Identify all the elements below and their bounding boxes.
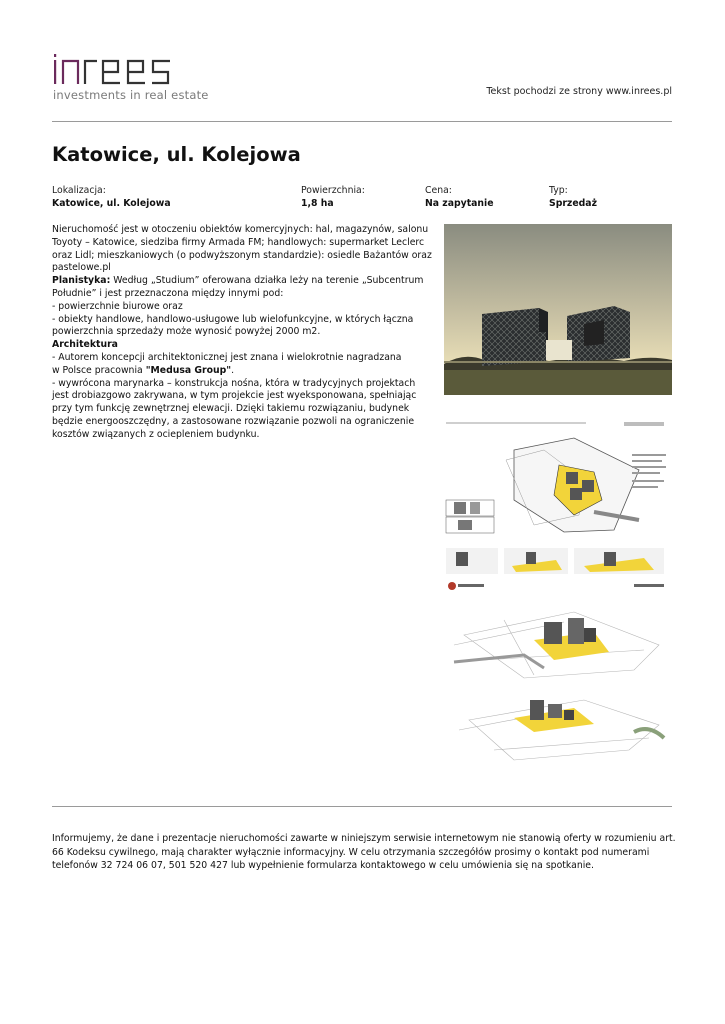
detail-label: Typ: <box>549 185 568 196</box>
architecture-line: - Autorem koncepcji architektonicznej jest znana i wielokrotnie nagradzana <box>52 351 402 363</box>
architecture-line: - wywrócona marynarka – konstrukcja nośna, która w tradycyjnych projektach jest drobiazgowo zakrywana, w tym projekcie jest wyeksponowana, spełniając przy tym funkcję zewnętrznej elewacji. Dzięki takiemu rozwiązaniu, budynek będzie energooszczędny, a zastosowane rozwiązanie pozwoli na ograniczenie kosztów związanych z ociepleniem budynku. <box>52 377 417 440</box>
footer-divider <box>52 806 672 807</box>
detail-value: Na zapytanie <box>425 198 494 209</box>
building-rendering-image <box>444 224 672 395</box>
page-title: Katowice, ul. Kolejowa <box>52 143 301 166</box>
aerial-visualisation-image <box>444 600 672 776</box>
logo-wordmark <box>52 52 182 86</box>
detail-value: Katowice, ul. Kolejowa <box>52 198 171 209</box>
planning-label: Planistyka: <box>52 275 111 287</box>
architecture-heading: Architektura <box>52 339 118 351</box>
architect-name: "Medusa Group" <box>145 364 232 376</box>
detail-label: Powierzchnia: <box>301 185 365 196</box>
planning-item: - powierzchnie biurowe oraz <box>52 300 183 312</box>
header-divider <box>52 121 672 122</box>
detail-value: Sprzedaż <box>549 198 597 209</box>
detail-area <box>301 184 365 210</box>
disclaimer-text: Informujemy, że dane i prezentacje nieruchomości zawarte w niniejszym serwisie internetowym nie stanowią oferty w rozumieniu art. 66 Kodeksu cywilnego, mają charakter wyłącznie informacyjny. W celu otrzymania szczegółów prosimy o kontakt pod numerami telefonów 32 724 06 07, 501 520 427 lub wypełnienie formularza kontaktowego w celu umówienia się na spotkanie. <box>52 833 676 871</box>
source-note: Tekst pochodzi ze strony www.inrees.pl <box>486 86 672 97</box>
architecture-line: w Polsce pracownia "Medusa Group". <box>52 364 235 376</box>
detail-price <box>425 184 494 210</box>
planning-text: Według „Studium” oferowana działka leży na terenie „Subcentrum Południe” i jest przeznaczona między innymi pod: <box>52 275 424 299</box>
planning-item: - obiekty handlowe, handlowo-usługowe lub wielofunkcyjne, w których łączna powierzchnia sprzedaży może wynosić powyżej 2000 m2. <box>52 313 414 338</box>
detail-label: Lokalizacja: <box>52 185 106 196</box>
property-description <box>52 224 432 442</box>
description-planning <box>52 275 432 301</box>
site-plan-image <box>444 420 672 600</box>
detail-value: 1,8 ha <box>301 198 334 209</box>
detail-type <box>549 184 597 210</box>
detail-location <box>52 184 171 210</box>
logo-tagline: investments in real estate <box>53 88 209 102</box>
detail-label: Cena: <box>425 185 452 196</box>
description-intro: Nieruchomość jest w otoczeniu obiektów komercyjnych: hal, magazynów, salonu Toyoty – Katowice, siedziba firmy Armada FM; handlowych: supermarket Leclerc oraz Lidl; mieszkaniowych (o podwyższonym standardzie): osiedle Bażantów oraz pastelowe.pl <box>52 224 432 274</box>
